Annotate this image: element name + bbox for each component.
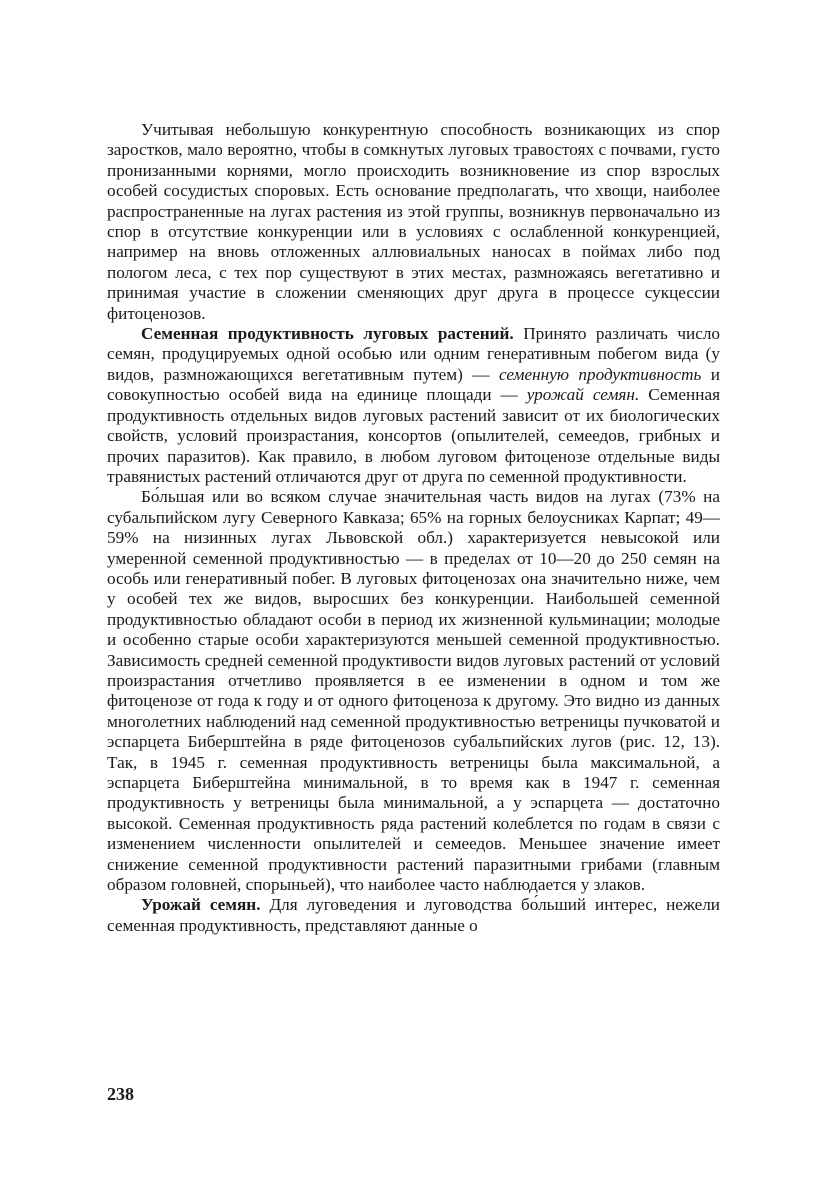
section-heading: Семенная продуктивность луговых растений. bbox=[141, 324, 514, 344]
term-seed-yield: урожай семян. bbox=[526, 385, 640, 405]
body-text bbox=[107, 120, 720, 936]
paragraph-text: Семенная продуктивность отдельных видов луговых растений зависит от их биологических свойств, условий произрастания, консортов (опылителей, семеедов, грибных и прочих паразитов). Как правило, в любом луговом фитоценозе отдельные виды травянистых растений отличаются друг от друга по семенной продуктивности. bbox=[107, 385, 720, 486]
paragraph-seed-productivity bbox=[107, 324, 720, 487]
page-number: 238 bbox=[107, 1084, 134, 1104]
paragraph-text: Для луговедения и луговодства бо́льший интерес, нежели семенная продуктивность, представляют данные о bbox=[107, 895, 720, 935]
paragraph-text: Учитывая небольшую конкурентную способность возникающих из спор заростков, мало вероятно, чтобы в сомкнутых луговых травостоях с почвами, густо пронизанными корнями, могло происходить возникновение из спор взрослых особей сосудистых споровых. Есть основание предполагать, что хвощи, наиболее распространенные на лугах растения из этой группы, возникнув первоначально из спор в отсутствие конкуренции или в условиях с ослабленной конкуренцией, например на вновь отложенных аллювиальных наносах в поймах либо под пологом леса, с тех пор существуют в этих местах, размножаясь вегетативно и принимая участие в сложении сменяющих друг друга в процессе сукцессии фитоценозов. bbox=[107, 120, 720, 323]
paragraph-seed-yield bbox=[107, 895, 720, 936]
term-seed-productivity: семенную продуктивность bbox=[498, 364, 702, 384]
paragraph-text: и совокупностью особей вида на единице площади — bbox=[107, 364, 720, 405]
section-heading: Урожай семян. bbox=[141, 895, 261, 915]
paragraph-horsetails bbox=[107, 120, 720, 324]
paragraph-meadow-species bbox=[107, 487, 720, 895]
paragraph-text: Принято различать число семян, продуцируемых одной особью или одним генеративным побегом вида (у видов, размножающихся вегетативным путем) — bbox=[107, 324, 720, 384]
paragraph-text: Бо́льшая или во всяком случае значительная часть видов на лугах (73% на субальпийском лугу Северного Кавказа; 65% на горных белоусниках Карпат; 49—59% на низинных лугах Львовской обл.) характеризуется невысокой или умеренной семенной продуктивностью — в пределах от 10—20 до 250 семян на особь или генеративный побег. В луговых фитоценозах она значительно ниже, чем у особей тех же видов, выросших без конкуренции. Наибольшей семенной продуктивностью обладают особи в период их жизненной кульминации; молодые и особенно старые особи характеризуются меньшей семенной продуктивностью. Зависимость средней семенной продуктивости видов луговых растений от условий произрастания отчетливо проявляется в ее изменении в одном и том же фитоценозе от года к году и от одного фитоценоза к другому. Это видно из данных многолетних наблюдений над семенной продуктивностью ветреницы пучковатой и эспарцета Биберштейна в ряде фитоценозов субальпийских лугов (рис. 12, 13). Так, в 1945 г. семенная продуктивность ветреницы была максимальной, а эспарцета Биберштейна минимальной, в то время как в 1947 г. семенная продуктивность у ветреницы была минимальной, а у эспарцета — достаточно высокой. Семенная продуктивность ряда растений колеблется по годам в связи с изменением численности опылителей и семеедов. Меньшее значение имеет снижение семенной продуктивности растений паразитными грибами (главным образом головней, спорыньей), что наиболее часто наблюдается у злаков. bbox=[107, 487, 720, 895]
